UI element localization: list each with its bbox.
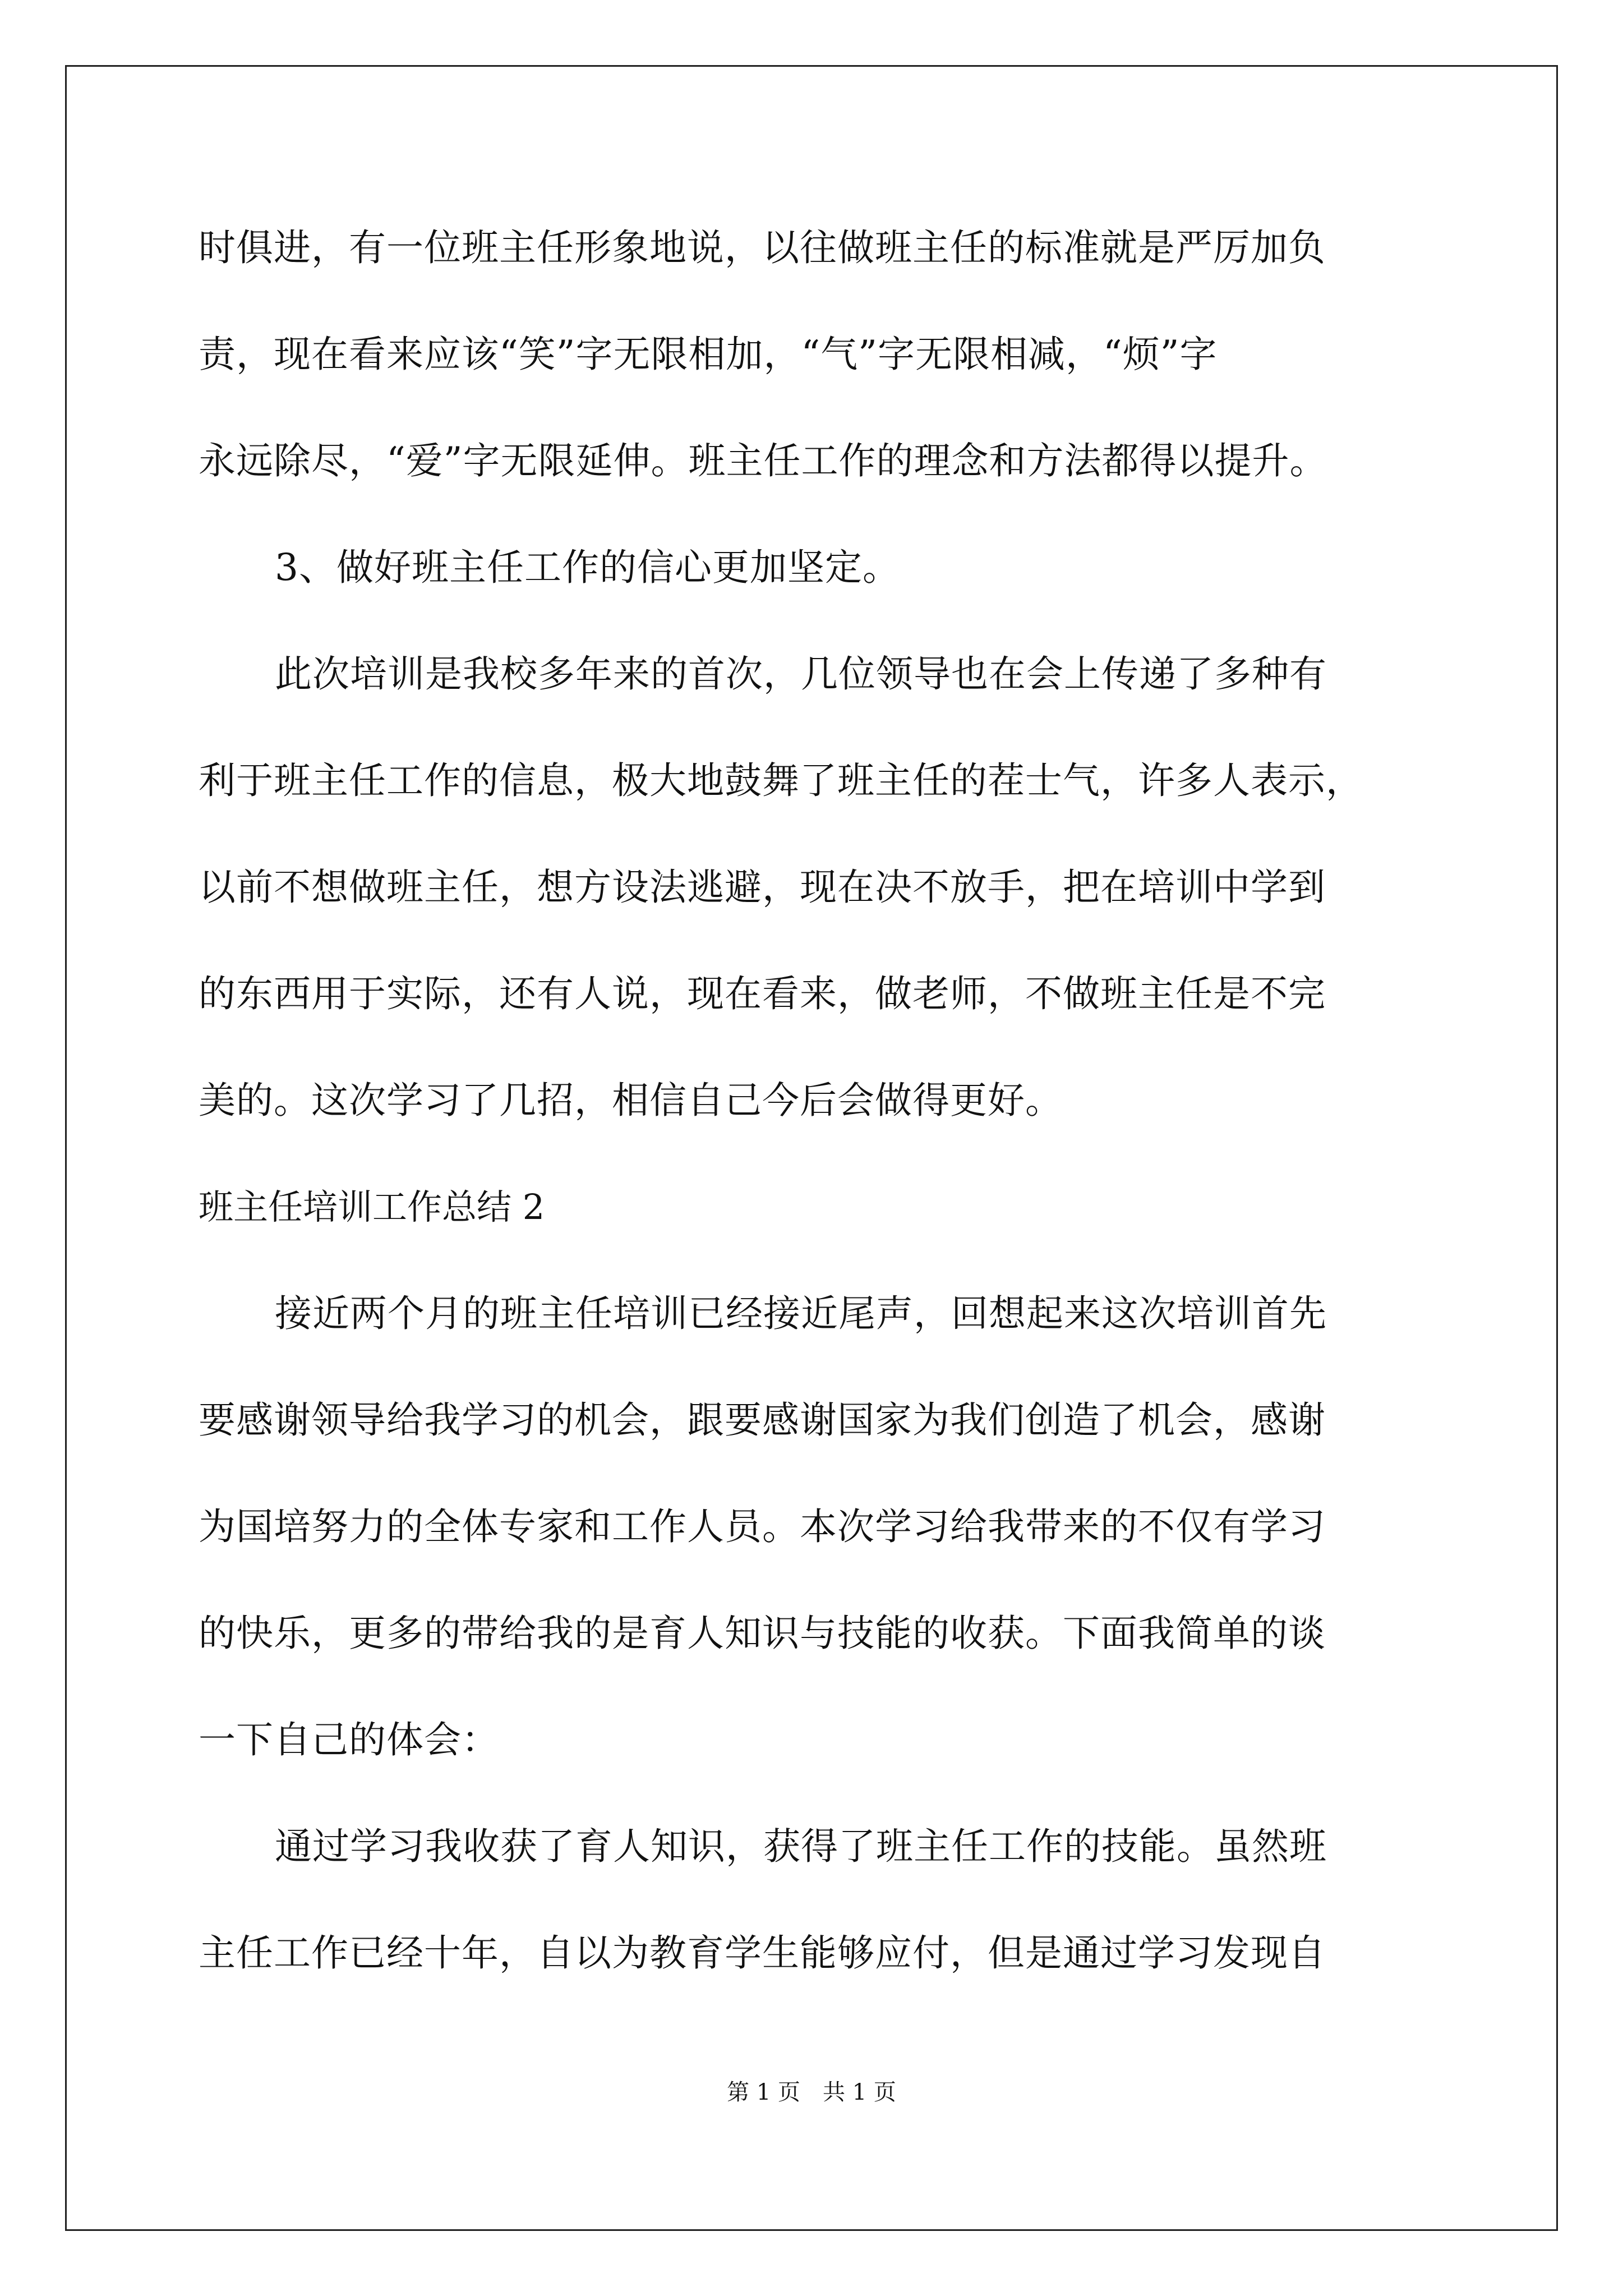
body-text-line: 利于班主任工作的信息，极大地鼓舞了班主任的茬士气，许多人表示， [199,759,1363,802]
paragraph-start-line: 通过学习我收获了育人知识，获得了班主任工作的技能。虽然班 [275,1825,1327,1868]
paragraph-start-line: 此次培训是我校多年来的首次，几位领导也在会上传递了多种有 [275,652,1327,696]
list-item-heading: 3、做好班主任工作的信心更加坚定。 [275,546,900,589]
body-text-line: 时俱进，有一位班主任形象地说，以往做班主任的标准就是严厉加负 [199,226,1326,269]
body-text-line: 责，现在看来应该“笑”字无限相加，“气”字无限相减，“烦”字 [199,333,1218,376]
body-text-line: 主任工作已经十年，自以为教育学生能够应付，但是通过学习发现自 [199,1931,1326,1975]
page-border [65,65,1558,2231]
body-text-line: 的快乐，更多的带给我的是育人知识与技能的收获。下面我简单的谈 [199,1612,1326,1655]
body-text-line: 的东西用于实际，还有人说，现在看来，做老师，不做班主任是不完 [199,972,1326,1015]
body-text-line: 美的。这次学习了几招，相信自己今后会做得更好。 [199,1079,1063,1122]
section-title: 班主任培训工作总结 2 [199,1186,545,1227]
paragraph-start-line: 接近两个月的班主任培训已经接近尾声，回想起来这次培训首先 [275,1292,1327,1335]
body-text-line: 永远除尽，“爱”字无限延伸。班主任工作的理念和方法都得以提升。 [199,439,1327,482]
body-text-line: 为国培努力的全体专家和工作人员。本次学习给我带来的不仅有学习 [199,1505,1326,1548]
body-text-line: 要感谢领导给我学习的机会，跟要感谢国家为我们创造了机会，感谢 [199,1398,1326,1442]
page-number: 第 1 页 共 1 页 [727,2079,896,2105]
body-text-line: 一下自己的体会： [199,1718,499,1761]
body-text-line: 以前不想做班主任，想方设法逃避，现在决不放手，把在培训中学到 [199,866,1326,909]
